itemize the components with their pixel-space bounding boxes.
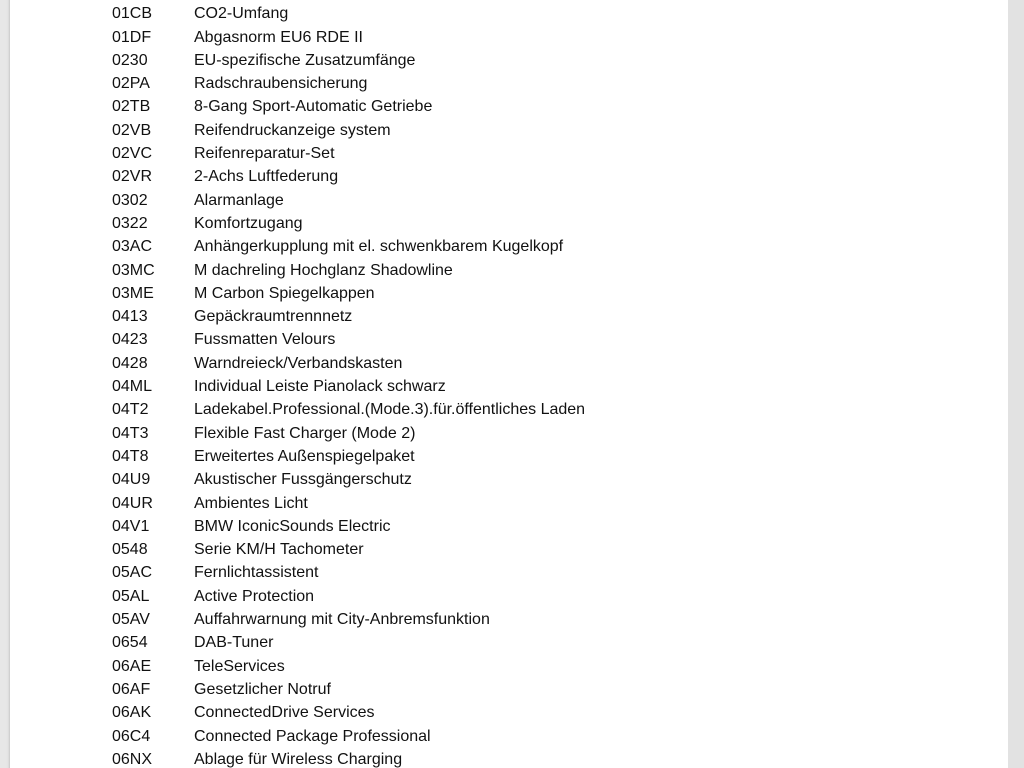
option-code: 04T2 (112, 401, 149, 419)
list-item (10, 26, 1008, 49)
option-description: Serie KM/H Tachometer (194, 541, 364, 559)
option-description: TeleServices (194, 657, 285, 675)
option-code: 0230 (112, 51, 148, 69)
option-description: Auffahrwarnung mit City-Anbremsfunktion (194, 611, 490, 629)
option-description: DAB-Tuner (194, 634, 274, 652)
list-item (10, 165, 1008, 188)
option-description: Erweitertes Außenspiegelpaket (194, 447, 415, 465)
list-item (10, 422, 1008, 445)
option-description: Akustischer Fussgängerschutz (194, 471, 412, 489)
list-item (10, 212, 1008, 235)
option-description: Radschraubensicherung (194, 75, 368, 93)
option-description: Active Protection (194, 587, 315, 605)
list-item (10, 375, 1008, 398)
list-item (10, 748, 1008, 768)
option-description: Individual Leiste Pianolack schwarz (194, 378, 446, 396)
list-item (10, 95, 1008, 118)
option-description: CO2-Umfang (194, 5, 289, 23)
option-description: Reifendruckanzeige system (194, 121, 391, 139)
list-item (10, 305, 1008, 328)
list-item (10, 282, 1008, 305)
list-item (10, 445, 1008, 468)
list-item (10, 142, 1008, 165)
option-description: Alarmanlage (194, 191, 284, 209)
option-description: Gesetzlicher Notruf (194, 680, 331, 698)
option-code: 04U9 (112, 471, 151, 489)
option-description: Anhängerkupplung mit el. schwenkbarem Kugelkopf (194, 238, 564, 256)
option-code: 03ME (112, 284, 154, 302)
list-item (10, 608, 1008, 631)
option-code: 01CB (112, 5, 153, 23)
list-item (10, 585, 1008, 608)
option-description: Warndreieck/Verbandskasten (194, 354, 403, 372)
document-page (10, 0, 1008, 768)
list-item (10, 655, 1008, 678)
option-code: 06C4 (112, 727, 151, 745)
option-description: ConnectedDrive Services (194, 704, 375, 722)
option-description: M Carbon Spiegelkappen (194, 284, 375, 302)
option-code: 06AF (112, 680, 151, 698)
option-code: 03MC (112, 261, 155, 279)
option-description: Flexible Fast Charger (Mode 2) (194, 424, 416, 442)
list-item (10, 561, 1008, 584)
option-code: 03AC (112, 238, 153, 256)
option-code: 02VB (112, 121, 152, 139)
scrollbar-track[interactable] (1008, 0, 1024, 768)
option-description: Fernlichtassistent (194, 564, 319, 582)
option-code: 04ML (112, 378, 153, 396)
option-code: 05AC (112, 564, 153, 582)
list-item (10, 492, 1008, 515)
option-code: 0548 (112, 541, 148, 559)
list-item (10, 468, 1008, 491)
list-item (10, 678, 1008, 701)
list-item (10, 538, 1008, 561)
option-code: 02TB (112, 98, 151, 116)
option-code: 06AE (112, 657, 152, 675)
list-item (10, 725, 1008, 748)
option-description: BMW IconicSounds Electric (194, 517, 391, 535)
list-item (10, 701, 1008, 724)
option-description: M dachreling Hochglanz Shadowline (194, 261, 453, 279)
option-description: Ambientes Licht (194, 494, 308, 512)
option-code: 0428 (112, 354, 148, 372)
equipment-code-list (10, 0, 1008, 768)
option-description: Reifenreparatur-Set (194, 145, 335, 163)
option-description: EU-spezifische Zusatzumfänge (194, 51, 416, 69)
list-item (10, 2, 1008, 25)
option-code: 02VC (112, 145, 153, 163)
option-description: 8-Gang Sport-Automatic Getriebe (194, 98, 433, 116)
option-description: Ladekabel.Professional.(Mode.3).für.öffentliches Laden (194, 401, 586, 419)
option-description: Komfortzugang (194, 214, 303, 232)
option-code: 04T8 (112, 447, 149, 465)
option-code: 05AV (112, 611, 150, 629)
list-item (10, 49, 1008, 72)
option-code: 0423 (112, 331, 148, 349)
option-code: 01DF (112, 28, 152, 46)
option-description: Abgasnorm EU6 RDE II (194, 28, 363, 46)
option-code: 0413 (112, 308, 148, 326)
option-description: Connected Package Professional (194, 727, 431, 745)
list-item (10, 398, 1008, 421)
list-item (10, 119, 1008, 142)
option-code: 0302 (112, 191, 148, 209)
list-item (10, 352, 1008, 375)
option-code: 06AK (112, 704, 152, 722)
list-item (10, 328, 1008, 351)
list-item (10, 259, 1008, 282)
option-code: 05AL (112, 587, 150, 605)
option-description: 2-Achs Luftfederung (194, 168, 339, 186)
option-code: 04T3 (112, 424, 149, 442)
list-item (10, 631, 1008, 654)
option-code: 02PA (112, 75, 150, 93)
list-item (10, 72, 1008, 95)
option-code: 02VR (112, 168, 153, 186)
list-item (10, 235, 1008, 258)
list-item (10, 515, 1008, 538)
list-item (10, 189, 1008, 212)
option-code: 0654 (112, 634, 148, 652)
option-code: 04V1 (112, 517, 150, 535)
option-code: 0322 (112, 214, 148, 232)
option-description: Ablage für Wireless Charging (194, 750, 403, 768)
option-description: Gepäckraumtrennnetz (194, 308, 353, 326)
option-description: Fussmatten Velours (194, 331, 336, 349)
option-code: 04UR (112, 494, 153, 512)
option-code: 06NX (112, 750, 153, 768)
